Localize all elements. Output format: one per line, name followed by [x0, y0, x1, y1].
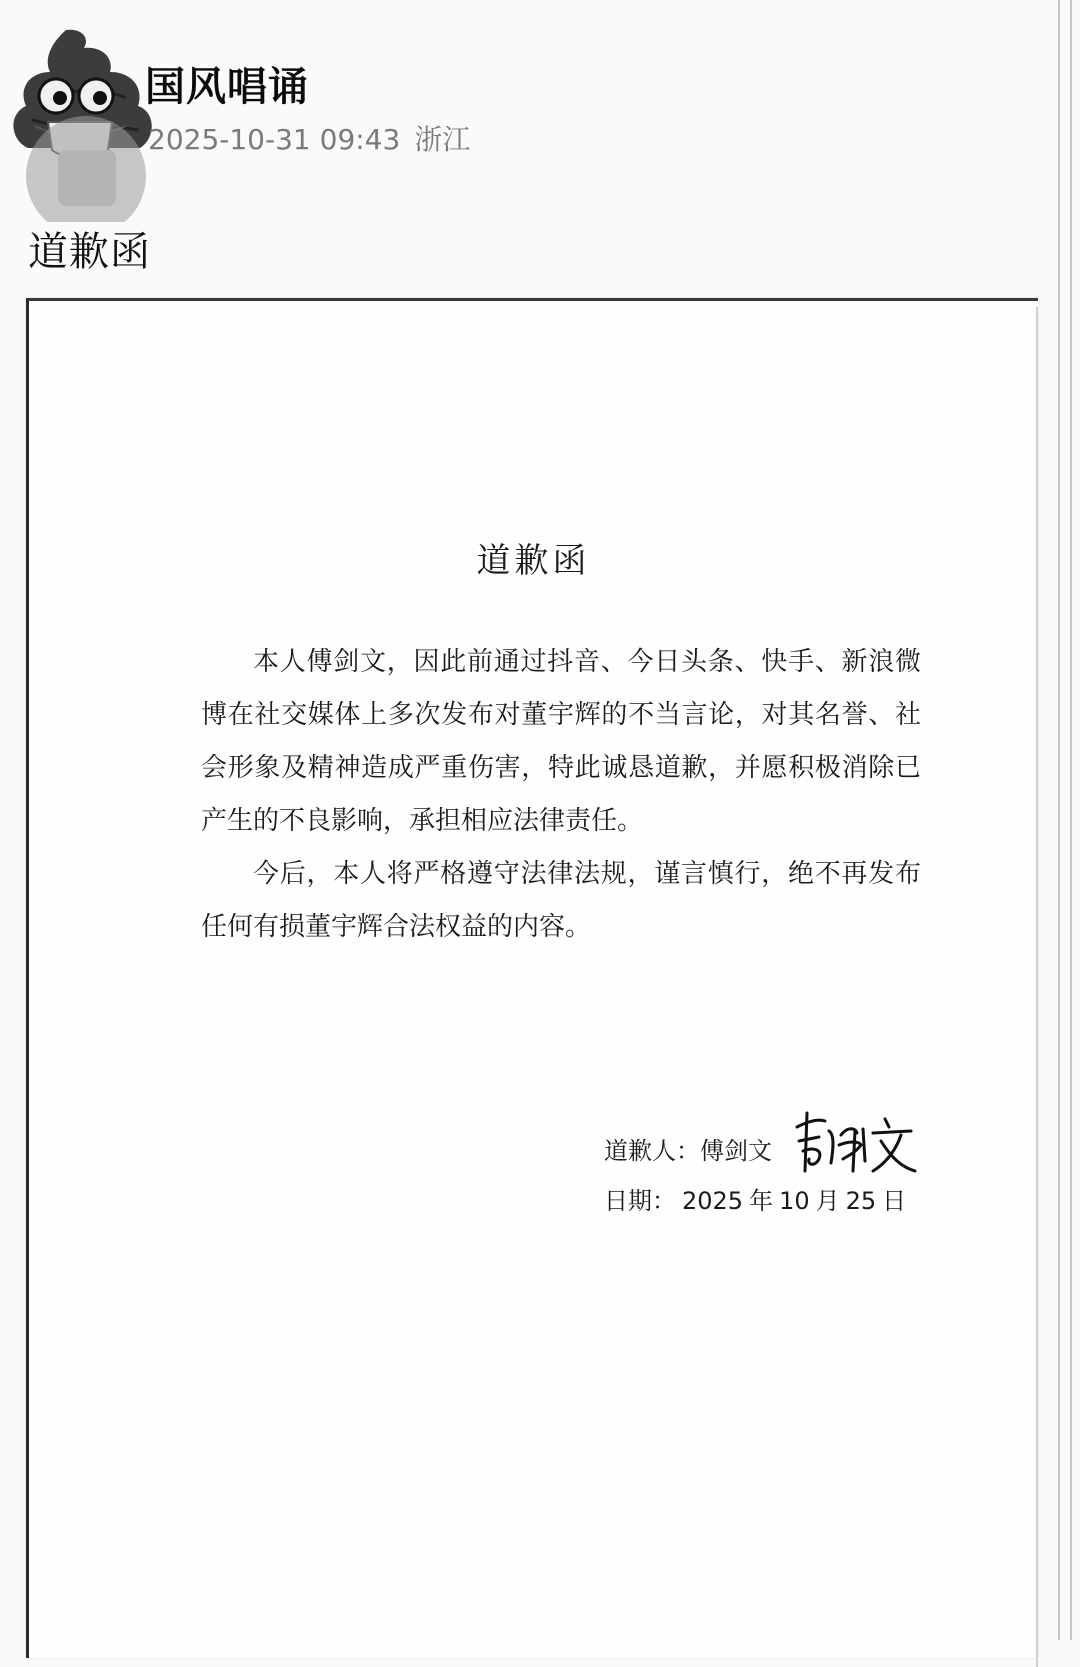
post-timestamp: 2025-10-31 09:43 [148, 123, 401, 156]
handwritten-signature [789, 1101, 919, 1181]
letter-paragraph: 本人傅剑文，因此前通过抖音、今日头条、快手、新浪微博在社交媒体上多次发布对董宇辉的不当言论，对其名誉、社会形象及精神造成严重伤害，特此诚恳道歉，并愿积极消除已产生的不良影响，承担相应法律责任。 [201, 647, 921, 836]
signer-name: 傅剑文 [700, 1137, 772, 1165]
date-year-unit: 年 [749, 1187, 774, 1215]
letter-title: 道歉函 [476, 541, 591, 581]
post-meta [148, 118, 470, 158]
paper-edge [1036, 307, 1038, 1667]
date-day: 25 [845, 1187, 877, 1215]
user-avatar[interactable] [6, 26, 156, 222]
poop-emoji-avatar-icon [6, 26, 156, 222]
date-label: 日期： [604, 1187, 676, 1215]
signer-label: 道歉人： [604, 1137, 700, 1165]
letter-paragraph: 今后，本人将严格遵守法律法规，谨言慎行，绝不再发布任何有损董宇辉合法权益的内容。 [201, 859, 921, 942]
post-location: 浙江 [414, 123, 471, 156]
username[interactable]: 国风唱诵 [145, 64, 309, 110]
apology-letter-image[interactable] [26, 298, 1038, 1658]
signer-line [604, 1131, 772, 1166]
letter-date [604, 1181, 906, 1216]
date-month: 10 [779, 1187, 810, 1215]
date-month-unit: 月 [815, 1187, 840, 1215]
date-day-unit: 日 [882, 1187, 907, 1215]
post-title: 道歉函 [28, 229, 151, 275]
screen-edge-divider [1058, 0, 1072, 1640]
date-year: 2025 [682, 1187, 744, 1215]
